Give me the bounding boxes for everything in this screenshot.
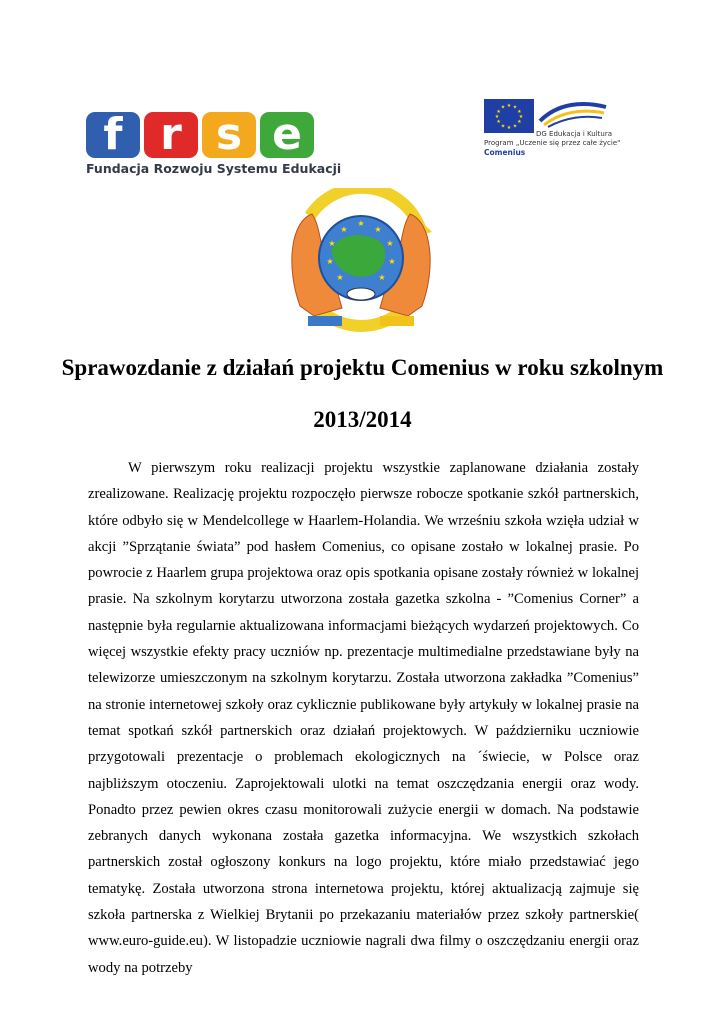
frse-letter-s: s [202,112,256,158]
svg-text:★: ★ [506,103,512,109]
svg-text:★: ★ [340,225,348,234]
svg-text:★: ★ [386,239,394,248]
eu-comenius-label: Comenius [484,148,526,157]
svg-text:★: ★ [512,104,518,111]
svg-text:★: ★ [506,125,512,131]
document-title: Sprawozdanie z działań projektu Comenius w roku szkolnym 2013/2014 [61,355,664,432]
svg-text:★: ★ [500,104,506,111]
frse-caption: Fundacja Rozwoju Systemu Edukacji [86,161,342,176]
eu-flag-icon [484,99,534,133]
svg-text:★: ★ [500,123,506,130]
svg-text:★: ★ [388,257,396,266]
eu-lifelong-learning-logo [484,99,621,161]
eu-program-label: Program „Uczenie się przez całe życie" [484,139,621,147]
svg-text:★: ★ [518,114,524,120]
svg-text:★: ★ [512,123,518,130]
svg-text:★: ★ [326,257,334,266]
frse-letter-e: e [260,112,314,158]
svg-text:★: ★ [494,114,500,120]
frse-letter-r: r [144,112,198,158]
svg-text:★: ★ [496,119,501,125]
frse-letter-f: f [86,112,140,158]
svg-text:★: ★ [378,273,386,282]
eu-dg-label: DG Edukacja i Kultura [536,130,613,138]
svg-text:★: ★ [517,119,522,125]
svg-text:★: ★ [374,225,382,234]
body-paragraph: W pierwszym roku realizacji projektu wszystkie zaplanowane działania zostały zrealizowane. Realizację projektu rozpoczęło pierwsze robocze spotkanie szkół partnerskich, które odbyło się w Mendelcollege w Haarlem-Holandia. We wrześniu szkoła wzięła udział w akcji ”Sprzątanie świata” pod hasłem Comenius, co opisane zostało w lokalnej prasie. Po powrocie z Haarlem grupa projektowa oraz opis spotkania opisane zostały również w lokalnej prasie. Na szkolnym korytarzu utworzona została gazetka szkolna - ”Comenius Corner” a następnie była regularnie aktualizowana informacjami bieżących wydarzeń projektowych. Co więcej wszystkie efekty pracy uczniów np. prezentacje multimedialne przedstawiane były na telewizorze umieszczonym na szkolnym korytarzu. Została utworzona zakładka ”Comenius” na stronie internetowej szkoły oraz cyklicznie publikowane były artykuły w lokalnej prasie na temat spotkań szkół partnerskich oraz działań projektowych. W październiku uczniowie przygotowali prezentacje o problemach ekologicznych na ´świecie, w Polsce oraz najbliższym otoczeniu. Zaprojektowali ulotki na temat oszczędzania energii oraz wody. Ponadto przez pewien okres czasu monitorowali zużycie energii w domach. Na podstawie zebranych danych wykonana została gazetka informacyjna. We wszystkich szkołach partnerskich został ogłoszony konkurs na logo projektu, które miało przedstawiać jego tematykę. Została utworzona strona internetowa projektu, której aktualizacją zajmuje się szkoła partnerska z Wielkiej Brytanii po przekazaniu materiałów przez szkoły partnerskie( www.euro-guide.eu). W listopadzie uczniowie nagrali dwa filmy o oszczędzaniu energii oraz wody na potrzeby [88,460,639,976]
frse-logo [86,109,342,178]
svg-text:★: ★ [357,219,365,228]
lifelong-learning-swoosh-icon [538,99,608,129]
frse-letters [86,109,318,160]
svg-text:★: ★ [517,109,522,115]
svg-text:★: ★ [328,239,336,248]
svg-text:★: ★ [336,273,344,282]
globe-hands-icon [282,188,440,336]
svg-text:★: ★ [496,109,501,115]
